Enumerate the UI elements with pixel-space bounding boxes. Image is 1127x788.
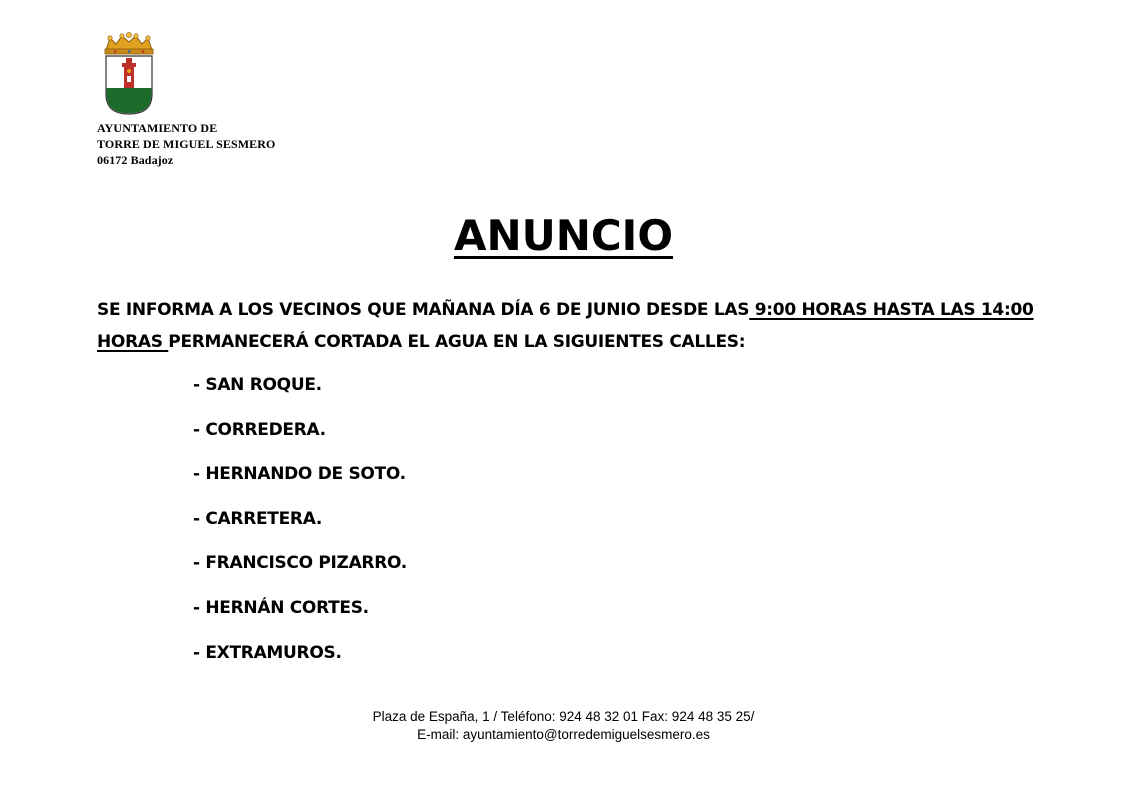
list-item: - EXTRAMUROS. xyxy=(193,642,342,663)
notice-time-range: 9:00 HORAS HASTA LAS 14:00 HORAS xyxy=(97,300,1034,352)
header-line-3: 06172 Badajoz xyxy=(97,153,174,167)
crown-icon xyxy=(105,32,153,54)
footer-email: E-mail: ayuntamiento@torredemiguelsesmero.es xyxy=(417,727,710,742)
street-list xyxy=(193,372,407,684)
shield-icon xyxy=(106,56,152,114)
notice-part-3: PERMANECERÁ CORTADA EL AGUA EN LA SIGUIENTES CALLES: xyxy=(168,332,746,352)
list-item: - FRANCISCO PIZARRO. xyxy=(193,553,407,574)
coat-of-arms-icon xyxy=(100,32,158,116)
page-title xyxy=(0,208,1127,264)
list-item: - CORREDERA. xyxy=(193,419,326,440)
footer-address: Plaza de España, 1 / Teléfono: 924 48 32 01 Fax: 924 48 35 25/ xyxy=(372,709,755,724)
list-item: - HERNÁN CORTES. xyxy=(193,597,369,618)
footer-contact xyxy=(0,708,1127,744)
title-text: ANUNCIO xyxy=(453,211,674,260)
municipality-header xyxy=(97,120,275,168)
list-item: - CARRETERA. xyxy=(193,508,323,529)
notice-paragraph xyxy=(97,294,1057,358)
header-line-2: TORRE DE MIGUEL SESMERO xyxy=(97,137,276,151)
notice-part-1: SE INFORMA A LOS VECINOS QUE MAÑANA DÍA 6 DE JUNIO DESDE LAS xyxy=(97,300,750,320)
header-line-1: AYUNTAMIENTO DE xyxy=(97,121,218,135)
list-item: - SAN ROQUE. xyxy=(193,375,322,395)
list-item: - HERNANDO DE SOTO. xyxy=(193,464,406,485)
